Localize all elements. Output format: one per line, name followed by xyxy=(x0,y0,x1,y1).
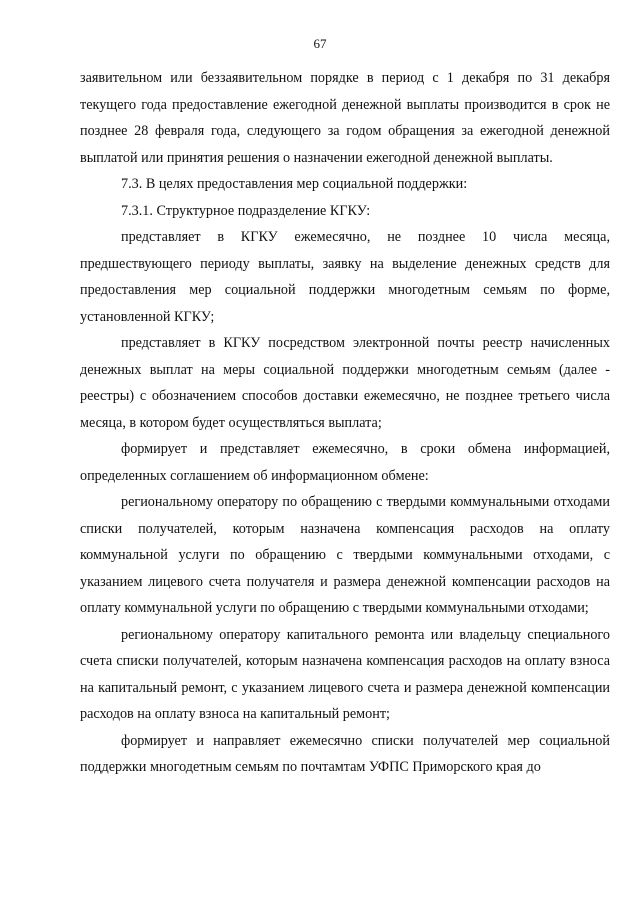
paragraph-capital-repair: региональному оператору капитального ремонта или владельцу специального счета списки получателей, которым назначена компенсация расходов на оплату взноса на капитальный ремонт, с указанием лицевого счета и размера денежной компенсации расходов на оплату взноса на капитальный ремонт; xyxy=(80,626,610,722)
paragraph-section-7-3: 7.3. В целях предоставления мер социальной поддержки: xyxy=(121,176,468,192)
paragraph-post-offices: формирует и направляет ежемесячно списки получателей мер социальной поддержки многодетным семьям по почтамтам УФПС Приморского края до xyxy=(80,732,610,775)
paragraph-continuation: заявительном или беззаявительном порядке в период с 1 декабря по 31 декабря текущего года предоставление ежегодной денежной выплаты производится в срок не позднее 28 февраля года, следующего за годом обращения за ежегодной денежной выплатой или принятия решения о назначении ежегодной денежной выплаты. xyxy=(80,70,610,166)
paragraph-application: представляет в КГКУ ежемесячно, не позднее 10 числа месяца, предшествующего периоду выплаты, заявку на выделение денежных средств для предоставления мер социальной поддержки многодетным семьям по форме, установленной КГКУ; xyxy=(80,229,610,325)
paragraph-section-7-3-1: 7.3.1. Структурное подразделение КГКУ: xyxy=(121,202,371,219)
paragraph-waste-operator: региональному оператору по обращению с твердыми коммунальными отходами списки получателей, которым назначена компенсация расходов на оплату коммунальной услуги по обращению с твердыми коммунальными отходами, с указанием лицевого счета получателя и размера денежной компенсации расходов на оплату коммунальной услуги по обращению с твердыми коммунальными отходами; xyxy=(80,494,610,616)
body-text xyxy=(80,65,610,781)
paragraph-registry: представляет в КГКУ посредством электронной почты реестр начисленных денежных выплат на меры социальной поддержки многодетным семьям (далее - реестры) с обозначением способов доставки ежемесячно, не позднее третьего числа месяца, в котором будет осуществляться выплата; xyxy=(80,335,610,431)
page-number: 67 xyxy=(313,36,327,51)
paragraph-information-exchange: формирует и представляет ежемесячно, в сроки обмена информацией, определенных соглашением об информационном обмене: xyxy=(80,441,610,484)
